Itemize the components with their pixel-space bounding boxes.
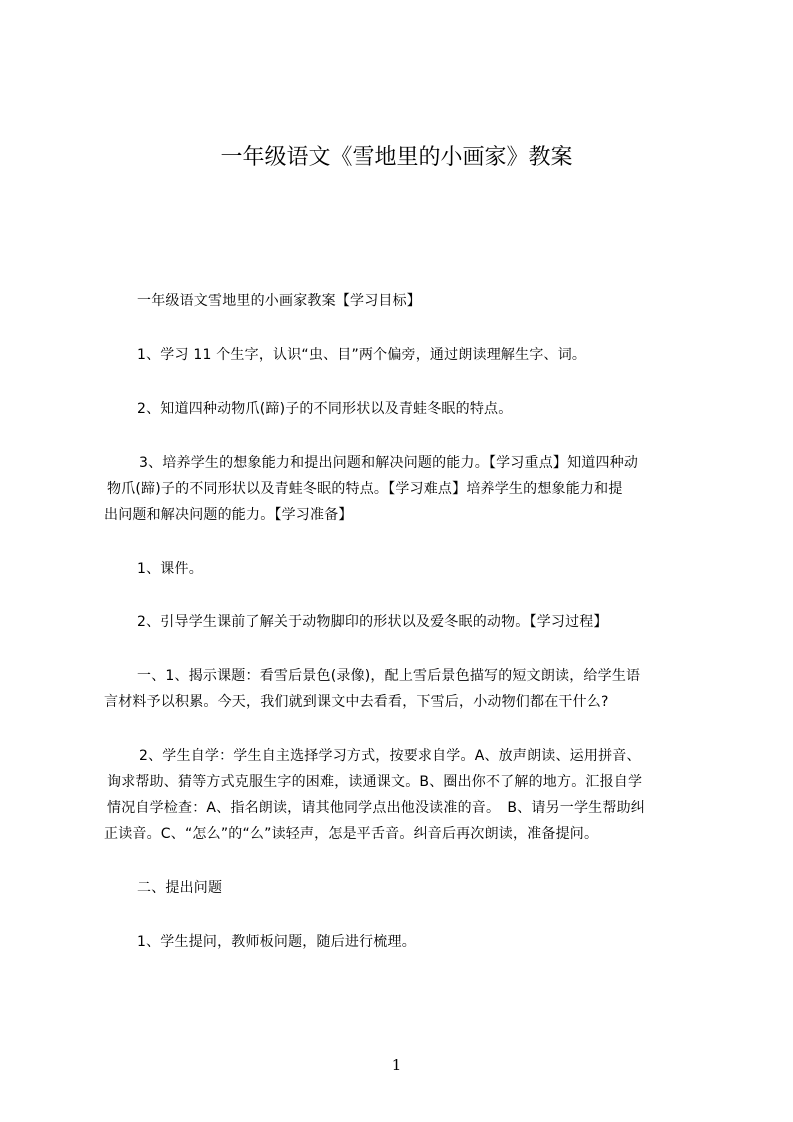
- paragraph-prep-1: 1、课件。: [137, 561, 203, 577]
- paragraph-process-1-line-2: 言材料予以积累。今天，我们就到课文中去看看，下雪后，小动物们都在干什么?: [104, 694, 609, 710]
- section-heading-questions: 二、提出问题: [137, 880, 223, 896]
- paragraph-process-2-line-1: 2、学生自学：学生自主选择学习方式，按要求自学。A、放声朗读、运用拼音、: [139, 748, 641, 764]
- document-title: 一年级语文《雪地里的小画家》教案: [220, 145, 573, 170]
- paragraph-questions-1: 1、学生提问，教师板问题，随后进行梳理。: [137, 934, 416, 950]
- paragraph-process-2-line-3: 情况自学检查：A、指名朗读，请其他同学点出他没读准的音。 B、请另一学生帮助纠: [107, 800, 645, 816]
- paragraph-goal-2: 2、知道四种动物爪(蹄)子的不同形状以及青蛙冬眠的特点。: [137, 401, 513, 417]
- paragraph-goal-3-line-1: 3、培养学生的想象能力和提出问题和解决问题的能力。【学习重点】知道四种动: [139, 455, 639, 471]
- paragraph-goal-3-line-2: 物爪(蹄)子的不同形状以及青蛙冬眠的特点。【学习难点】培养学生的想象能力和提: [107, 481, 623, 497]
- paragraph-goal-3-line-3: 出问题和解决问题的能力。【学习准备】: [104, 507, 353, 523]
- page-number: 1: [391, 1056, 402, 1074]
- paragraph-process-2-line-4: 正读音。C、“怎么”的“么”读轻声，怎是平舌音。纠音后再次朗读，准备提问。: [104, 826, 599, 842]
- paragraph-intro: 一年级语文雪地里的小画家教案【学习目标】: [137, 293, 421, 309]
- paragraph-process-1-line-1: 一、1、揭示课题：看雪后景色(录像)，配上雪后景色描写的短文朗读，给学生语: [137, 668, 641, 684]
- paragraph-prep-2: 2、引导学生课前了解关于动物脚印的形状以及爱冬眠的动物。【学习过程】: [137, 614, 608, 630]
- paragraph-process-2-line-2: 询求帮助、猜等方式克服生字的困难，读通课文。B、圈出你不了解的地方。汇报自学: [107, 774, 643, 790]
- paragraph-goal-1: 1、学习 11 个生字，认识“虫、目”两个偏旁，通过朗读理解生字、词。: [137, 347, 587, 363]
